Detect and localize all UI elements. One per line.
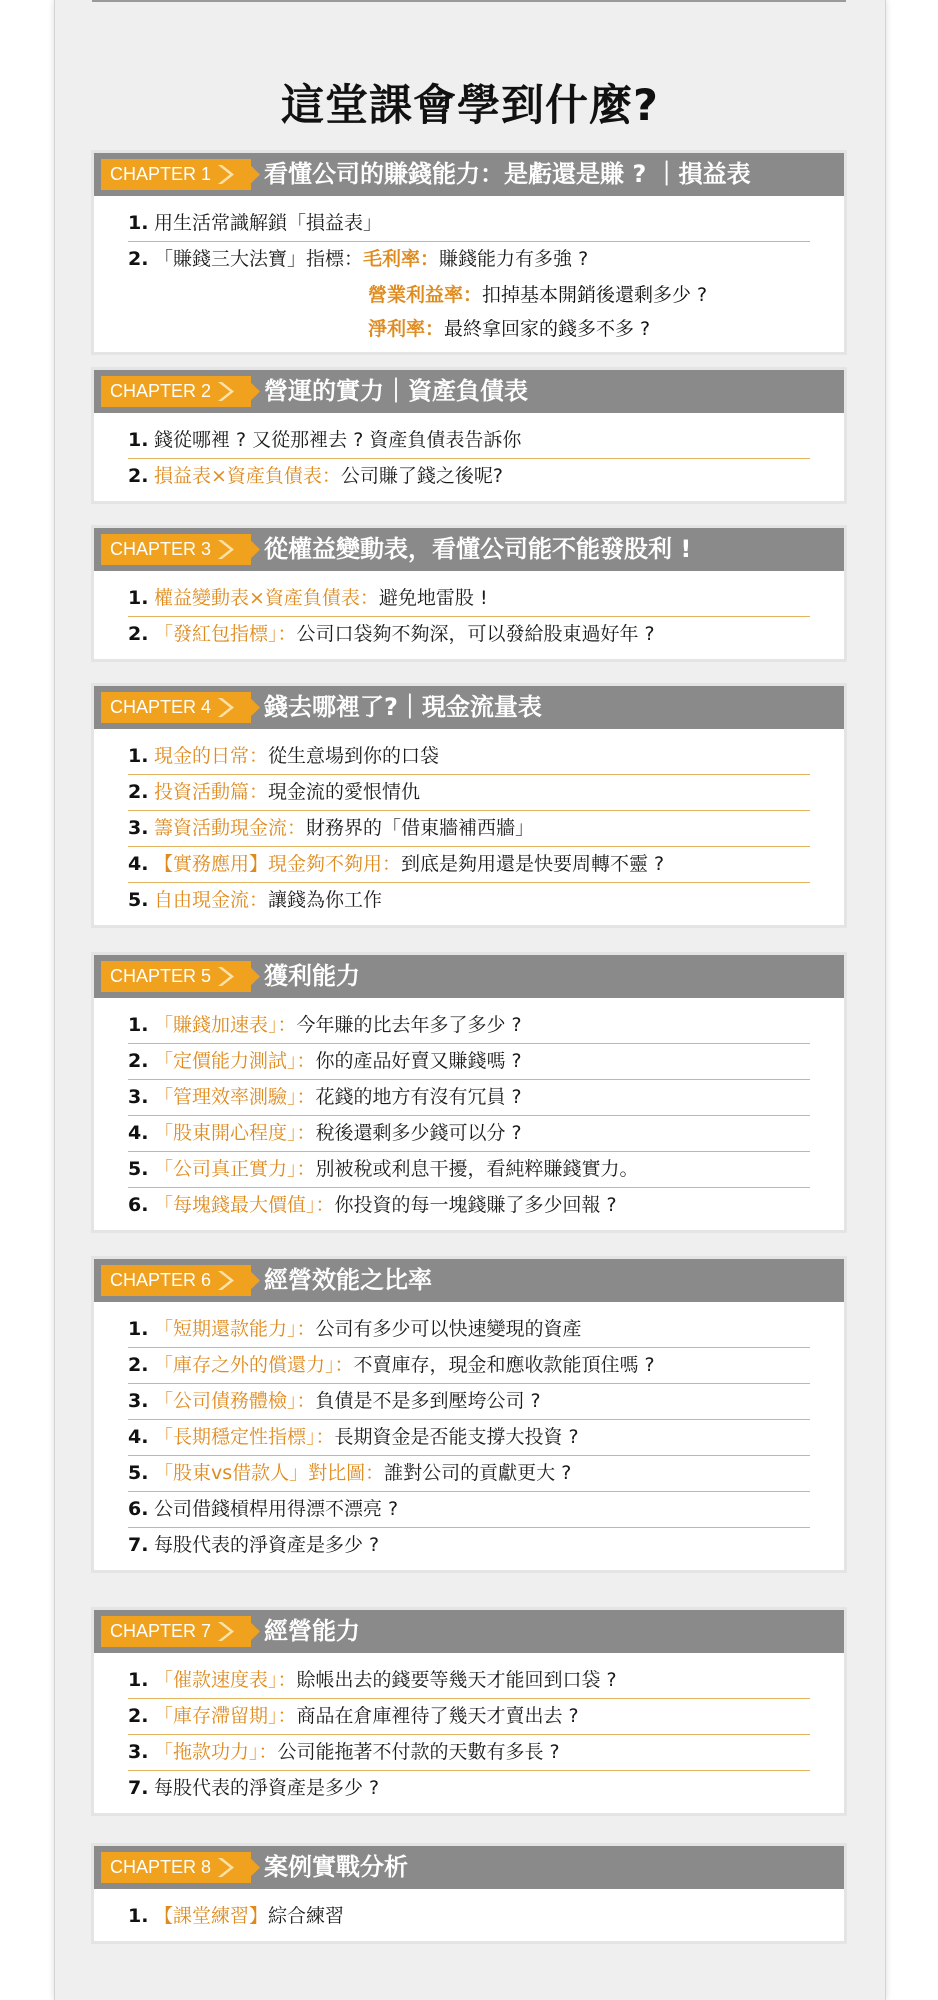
item-text: 負債是不是多到壓垮公司 ? xyxy=(315,1390,541,1412)
chapter-8-section xyxy=(91,1843,847,1944)
item-number: 2. xyxy=(128,1705,149,1727)
item-text: 不賣庫存，現金和應收款能頂住嗎 ? xyxy=(353,1354,655,1376)
item-text: 公司有多少可以快速變現的資產 xyxy=(315,1318,582,1340)
chapter-header xyxy=(94,153,844,196)
chapter-tag: CHAPTER 6 xyxy=(101,1265,251,1296)
chapter-body xyxy=(94,413,844,501)
item-highlight: 現金的日常： xyxy=(154,745,269,767)
chevron-arrows-icon xyxy=(214,534,260,565)
item-number: 1. xyxy=(128,1669,149,1691)
item-text: 誰對公司的貢獻更大 ? xyxy=(384,1462,572,1484)
item-text: 每股代表的淨資產是多少 ? xyxy=(154,1777,380,1799)
list-item xyxy=(128,1735,810,1771)
chapter-body xyxy=(94,1302,844,1570)
item-highlight: 「公司債務體檢」： xyxy=(154,1390,316,1412)
item-number: 4. xyxy=(128,853,149,875)
page-panel xyxy=(54,0,886,2000)
item-number: 4. xyxy=(128,1426,149,1448)
list-item xyxy=(128,242,810,278)
item-text: 別被稅或利息干擾，看純粹賺錢實力。 xyxy=(315,1158,639,1180)
list-item xyxy=(128,1384,810,1420)
chapter-title: 獲利能力 xyxy=(264,962,360,990)
item-number: 7. xyxy=(128,1777,149,1799)
item-highlight: 毛利率： xyxy=(363,248,440,270)
item-text: 錢從哪裡 ? 又從那裡去 ? 資產負債表告訴你 xyxy=(154,429,522,451)
chapter-1-section xyxy=(91,150,847,355)
item-text: 公司賺了錢之後呢? xyxy=(340,465,504,487)
item-number: 3. xyxy=(128,1086,149,1108)
list-item xyxy=(128,617,810,653)
chapter-header xyxy=(94,1259,844,1302)
item-highlight: 「公司真正實力」： xyxy=(154,1158,316,1180)
chapter-tag: CHAPTER 1 xyxy=(101,159,251,190)
list-item xyxy=(128,581,810,617)
list-item xyxy=(128,1420,810,1456)
list-item xyxy=(128,775,810,811)
chapter-tag: CHAPTER 8 xyxy=(101,1852,251,1883)
list-item xyxy=(128,1492,810,1528)
list-item xyxy=(128,206,810,242)
item-number: 6. xyxy=(128,1498,149,1520)
item-highlight: 「拖款功力」： xyxy=(154,1741,278,1763)
item-highlight: 「催款速度表」： xyxy=(154,1669,297,1691)
chapter-body xyxy=(94,1653,844,1813)
item-highlight: 營業利益率： xyxy=(368,284,483,306)
item-text: 最終拿回家的錢多不多 ? xyxy=(444,318,651,340)
item-text: 花錢的地方有沒有冗員 ? xyxy=(315,1086,522,1108)
item-number: 1. xyxy=(128,429,149,451)
item-text: 公司口袋夠不夠深，可以發給股東過好年 ? xyxy=(296,623,655,645)
item-text: 稅後還剩多少錢可以分 ? xyxy=(315,1122,522,1144)
item-highlight: 損益表×資產負債表： xyxy=(154,465,341,487)
list-item xyxy=(128,1899,810,1935)
chapter-7-section xyxy=(91,1607,847,1816)
chapter-header xyxy=(94,1846,844,1889)
item-number: 2. xyxy=(128,1050,149,1072)
item-highlight: 籌資活動現金流： xyxy=(154,817,307,839)
top-divider xyxy=(92,0,846,2)
chapter-body xyxy=(94,571,844,659)
chapter-2-section xyxy=(91,367,847,504)
item-highlight: 「庫存滯留期」： xyxy=(154,1705,297,1727)
item-number: 4. xyxy=(128,1122,149,1144)
item-highlight: 「股東vs借款人」對比圖： xyxy=(154,1462,385,1484)
item-number: 5. xyxy=(128,1158,149,1180)
chevron-arrows-icon xyxy=(214,1616,260,1647)
item-highlight: 投資活動篇： xyxy=(154,781,269,803)
list-item xyxy=(128,1312,810,1348)
chapter-title: 經營效能之比率 xyxy=(264,1266,432,1294)
chapter-header xyxy=(94,528,844,571)
item-number: 3. xyxy=(128,1390,149,1412)
list-item xyxy=(128,1044,810,1080)
item-text: 今年賺的比去年多了多少 ? xyxy=(296,1014,522,1036)
chapter-3-section xyxy=(91,525,847,662)
item-number: 7. xyxy=(128,1534,149,1556)
chevron-arrows-icon xyxy=(214,692,260,723)
item-highlight: 【課堂練習】 xyxy=(154,1905,269,1927)
chapter-tag: CHAPTER 5 xyxy=(101,961,251,992)
item-number: 2. xyxy=(128,465,149,487)
item-highlight: 「短期還款能力」： xyxy=(154,1318,316,1340)
chapter-body xyxy=(94,1889,844,1941)
list-item xyxy=(128,739,810,775)
page-title: 這堂課會學到什麼? xyxy=(281,81,659,131)
list-item xyxy=(128,1152,810,1188)
item-text: 商品在倉庫裡待了幾天才賣出去 ? xyxy=(296,1705,579,1727)
item-highlight: 「發紅包指標」： xyxy=(154,623,297,645)
chapter-4-section xyxy=(91,683,847,928)
item-text: 「賺錢三大法寶」指標： xyxy=(154,248,364,270)
chapter-header xyxy=(94,370,844,413)
item-number: 1. xyxy=(128,745,149,767)
item-text: 公司借錢槓桿用得漂不漂亮 ? xyxy=(154,1498,399,1520)
list-sub-item xyxy=(128,312,810,346)
chapter-title: 經營能力 xyxy=(264,1617,360,1645)
item-highlight: 淨利率： xyxy=(368,318,445,340)
item-number: 1. xyxy=(128,587,149,609)
item-highlight: 自由現金流： xyxy=(154,889,269,911)
item-text: 扣掉基本開銷後還剩多少 ? xyxy=(482,284,708,306)
chapter-body xyxy=(94,998,844,1230)
chapter-header xyxy=(94,1610,844,1653)
list-item xyxy=(128,1663,810,1699)
item-highlight: 「庫存之外的償還力」： xyxy=(154,1354,354,1376)
item-number: 1. xyxy=(128,212,149,234)
item-highlight: 「定價能力測試」： xyxy=(154,1050,316,1072)
item-number: 1. xyxy=(128,1318,149,1340)
chapter-title: 看懂公司的賺錢能力：是虧還是賺 ? ｜損益表 xyxy=(264,160,751,188)
item-highlight: 「賺錢加速表」： xyxy=(154,1014,297,1036)
item-text: 用生活常識解鎖「損益表」 xyxy=(154,212,383,234)
list-item xyxy=(128,1348,810,1384)
chevron-arrows-icon xyxy=(214,1265,260,1296)
item-highlight: 【實務應用】現金夠不夠用： xyxy=(154,853,402,875)
list-item xyxy=(128,847,810,883)
item-text: 賺錢能力有多強 ? xyxy=(439,248,589,270)
item-number: 3. xyxy=(128,1741,149,1763)
chevron-arrows-icon xyxy=(214,159,260,190)
list-item xyxy=(128,1116,810,1152)
item-number: 2. xyxy=(128,623,149,645)
chapter-6-section xyxy=(91,1256,847,1573)
chapter-title: 錢去哪裡了?｜現金流量表 xyxy=(264,693,542,721)
list-item xyxy=(128,1699,810,1735)
chevron-arrows-icon xyxy=(214,1852,260,1883)
item-highlight: 「股東開心程度」： xyxy=(154,1122,316,1144)
item-number: 5. xyxy=(128,889,149,911)
item-text: 避免地雷股 ! xyxy=(378,587,488,609)
chapter-title: 營運的實力｜資產負債表 xyxy=(264,377,528,405)
chevron-arrows-icon xyxy=(214,376,260,407)
list-item xyxy=(128,1456,810,1492)
item-text: 財務界的「借東牆補西牆」 xyxy=(306,817,535,839)
item-text: 長期資金是否能支撐大投資 ? xyxy=(334,1426,579,1448)
chapter-tag: CHAPTER 7 xyxy=(101,1616,251,1647)
item-highlight: 「管理效率測驗」： xyxy=(154,1086,316,1108)
item-text: 賒帳出去的錢要等幾天才能回到口袋 ? xyxy=(296,1669,617,1691)
item-number: 5. xyxy=(128,1462,149,1484)
item-number: 6. xyxy=(128,1194,149,1216)
item-number: 1. xyxy=(128,1905,149,1927)
item-highlight: 「長期穩定性指標」： xyxy=(154,1426,335,1448)
chapter-5-section xyxy=(91,952,847,1233)
item-highlight: 「每塊錢最大價值」： xyxy=(154,1194,335,1216)
item-number: 3. xyxy=(128,817,149,839)
list-item xyxy=(128,811,810,847)
chevron-arrows-icon xyxy=(214,961,260,992)
item-text: 現金流的愛恨情仇 xyxy=(268,781,421,803)
item-text: 你的產品好賣又賺錢嗎 ? xyxy=(315,1050,522,1072)
list-item xyxy=(128,1080,810,1116)
chapter-tag: CHAPTER 4 xyxy=(101,692,251,723)
item-text: 到底是夠用還是快要周轉不靈 ? xyxy=(401,853,665,875)
item-text: 讓錢為你工作 xyxy=(268,889,383,911)
list-item xyxy=(128,1008,810,1044)
list-item xyxy=(128,459,810,495)
list-item xyxy=(128,1528,810,1564)
list-sub-item xyxy=(128,278,810,312)
chapter-tag: CHAPTER 2 xyxy=(101,376,251,407)
chapter-header xyxy=(94,955,844,998)
item-number: 2. xyxy=(128,781,149,803)
item-text: 從生意場到你的口袋 xyxy=(268,745,440,767)
chapter-title: 從權益變動表，看懂公司能不能發股利 ! xyxy=(264,535,692,563)
chapter-tag: CHAPTER 3 xyxy=(101,534,251,565)
item-number: 2. xyxy=(128,248,149,270)
list-item xyxy=(128,423,810,459)
chapter-body xyxy=(94,196,844,352)
item-text: 綜合練習 xyxy=(268,1905,345,1927)
list-item xyxy=(128,1771,810,1807)
chapter-title: 案例實戰分析 xyxy=(264,1853,408,1881)
item-highlight: 權益變動表×資產負債表： xyxy=(154,587,379,609)
item-number: 1. xyxy=(128,1014,149,1036)
item-text: 公司能拖著不付款的天數有多長 ? xyxy=(277,1741,560,1763)
item-text: 每股代表的淨資產是多少 ? xyxy=(154,1534,380,1556)
chapter-body xyxy=(94,729,844,925)
chapter-header xyxy=(94,686,844,729)
item-text: 你投資的每一塊錢賺了多少回報 ? xyxy=(334,1194,617,1216)
item-number: 2. xyxy=(128,1354,149,1376)
list-item xyxy=(128,883,810,919)
list-item xyxy=(128,1188,810,1224)
